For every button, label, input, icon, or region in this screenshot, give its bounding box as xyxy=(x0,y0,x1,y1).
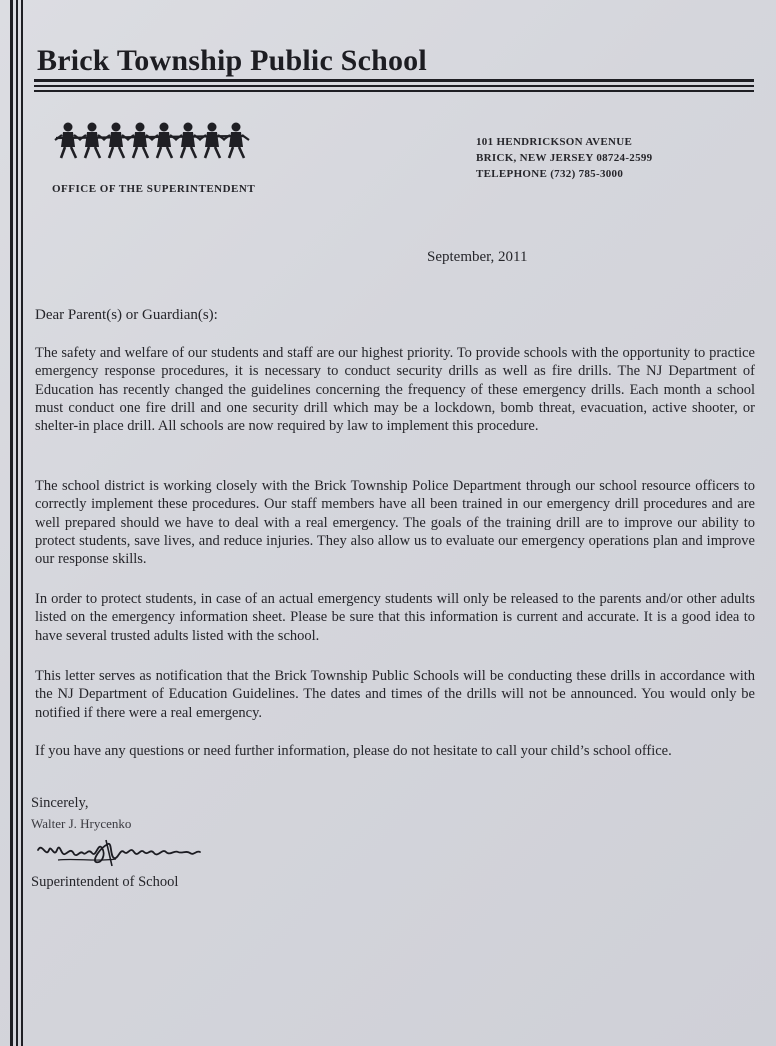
paragraph: The school district is working closely with the Brick Township Police Department through our school resource officers to correctly implement these procedures. Our staff members have all been trained in our emergency drill procedures and are well prepared should we have to deal with a real emergency. The goals of the training drill are to improve our ability to protect students, save lives, and reduce injuries. They also allow us to evaluate our emergency operations plan and improve our response skills. xyxy=(35,478,755,568)
closing: Sincerely, xyxy=(31,795,89,811)
paragraph: The safety and welfare of our students and staff are our highest priority. To provide schools with the opportunity to practice emergency response procedures, it is necessary to conduct security drills as well as fire drills. The NJ Department of Education has recently changed the guidelines concerning the frequency of these emergency drills. Each month a school must conduct one fire drill and one security drill which may be a lockdown, bomb threat, evacuation, active shooter, or shelter-in place drill. All schools are now required by law to implement this procedure. xyxy=(35,345,755,435)
address-block xyxy=(476,134,652,182)
salutation: Dear Parent(s) or Guardian(s): xyxy=(35,307,218,323)
signer-title: Superintendent of School xyxy=(31,874,179,890)
address-street: 101 HENDRICKSON AVENUE xyxy=(476,136,633,148)
letterhead-title: Brick Township Public School xyxy=(37,44,427,77)
handwritten-signature-icon xyxy=(36,836,216,870)
office-label: OFFICE OF THE SUPERINTENDENT xyxy=(52,183,256,195)
header-rule xyxy=(34,90,754,92)
paragraph: If you have any questions or need further information, please do not hesitate to call your child’s school office. xyxy=(35,743,672,759)
letter-date: September, 2011 xyxy=(427,249,528,265)
address-city: BRICK, NEW JERSEY 08724-2599 xyxy=(476,152,653,164)
margin-rule xyxy=(10,0,13,1046)
children-holding-hands-icon xyxy=(50,118,250,162)
header-rule xyxy=(34,79,754,82)
paragraph: This letter serves as notification that the Brick Township Public Schools will be conducting these drills in accordance with the NJ Department of Education Guidelines. The dates and times of the drills will not be announced. You would only be notified if there were a real emergency. xyxy=(35,668,755,721)
signer-name: Walter J. Hrycenko xyxy=(31,816,132,831)
margin-rule xyxy=(21,0,23,1046)
address-telephone: TELEPHONE (732) 785-3000 xyxy=(476,168,624,180)
header-rule xyxy=(34,85,754,87)
margin-rule xyxy=(16,0,18,1046)
paragraph: In order to protect students, in case of an actual emergency students will only be released to the parents and/or other adults listed on the emergency information sheet. Please be sure that this information is current and accurate. It is a good idea to have several trusted adults listed with the school. xyxy=(35,591,755,644)
